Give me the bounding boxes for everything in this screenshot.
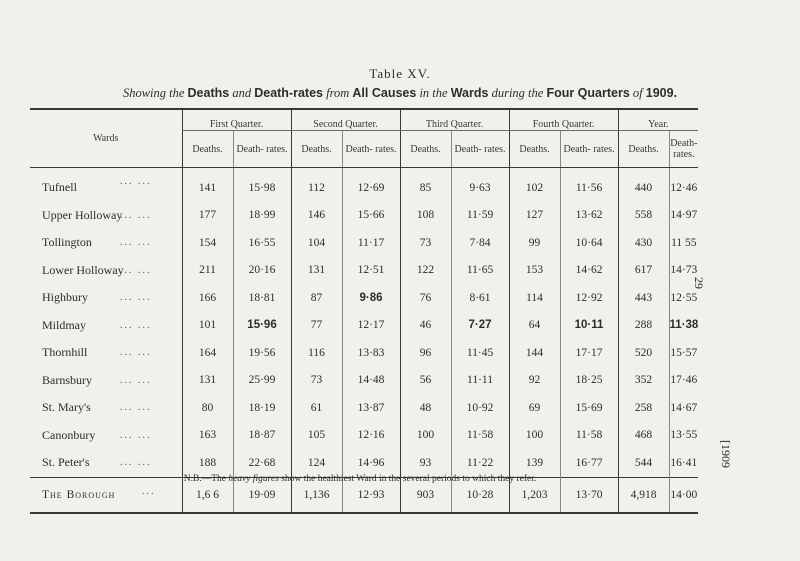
deaths-cell: 100 — [509, 422, 560, 450]
deaths-cell: 73 — [400, 229, 451, 257]
dot-leaders: ... ... — [120, 292, 152, 303]
ward-label: Highbury — [42, 290, 88, 305]
deaths-cell: 443 — [618, 284, 669, 312]
death-rate-cell: 16·77 — [560, 449, 618, 477]
death-rate-cell: 13·55 — [669, 422, 698, 450]
death-rate-cell: 11·17 — [342, 229, 400, 257]
deaths-cell: 73 — [291, 367, 342, 395]
deaths-cell: 177 — [182, 202, 233, 230]
deaths-cell: 544 — [618, 449, 669, 477]
death-rate-cell: 15·69 — [560, 394, 618, 422]
death-rate-cell: 13·87 — [342, 394, 400, 422]
death-rate-cell: 11 55 — [669, 229, 698, 257]
ward-name — [30, 257, 182, 285]
death-rate-cell: 11·22 — [451, 449, 509, 477]
table-row — [30, 394, 698, 422]
header-third-quarter: Third Quarter. — [400, 109, 509, 131]
deaths-cell: 104 — [291, 229, 342, 257]
ward-label: The Borough — [42, 488, 116, 501]
deaths-cell: 87 — [291, 284, 342, 312]
death-rate-cell: 18·19 — [233, 394, 291, 422]
death-rate-cell: 17·46 — [669, 367, 698, 395]
deaths-cell: 77 — [291, 312, 342, 340]
sub-deaths: Deaths. — [182, 131, 233, 168]
death-rate-cell: 11·58 — [560, 422, 618, 450]
deaths-cell: 166 — [182, 284, 233, 312]
death-rate-cell: 12·46 — [669, 168, 698, 202]
wards-header: Wards — [30, 109, 182, 168]
death-rate-cell: 18·99 — [233, 202, 291, 230]
deaths-cell: 1,136 — [291, 477, 342, 513]
table-row — [30, 339, 698, 367]
death-rate-cell: 15·98 — [233, 168, 291, 202]
death-rate-cell: 10·28 — [451, 477, 509, 513]
deaths-cell: 116 — [291, 339, 342, 367]
table-row — [30, 449, 698, 477]
death-rate-cell: 19·09 — [233, 477, 291, 513]
header-fourth-quarter: Fourth Quarter. — [509, 109, 618, 131]
deaths-cell: 124 — [291, 449, 342, 477]
death-rate-cell: 7·27 — [451, 312, 509, 340]
deaths-cell: 56 — [400, 367, 451, 395]
deaths-cell: 99 — [509, 229, 560, 257]
subtitle-part: from — [326, 86, 350, 100]
deaths-cell: 146 — [291, 202, 342, 230]
table-row — [30, 367, 698, 395]
ward-name — [30, 284, 182, 312]
dot-leaders: ... ... — [120, 374, 152, 386]
death-rate-cell: 7·84 — [451, 229, 509, 257]
ward-name — [30, 422, 182, 450]
deaths-cell: 108 — [400, 202, 451, 230]
death-rate-cell: 11·59 — [451, 202, 509, 230]
death-rate-cell: 14·00 — [669, 477, 698, 513]
deaths-cell: 105 — [291, 422, 342, 450]
death-rate-cell: 14·73 — [669, 257, 698, 285]
death-rate-cell: 10·64 — [560, 229, 618, 257]
death-rate-cell: 19·56 — [233, 339, 291, 367]
ward-name — [30, 168, 182, 202]
death-rate-cell: 14·96 — [342, 449, 400, 477]
death-rate-cell: 9·63 — [451, 168, 509, 202]
deaths-cell: 163 — [182, 422, 233, 450]
death-rate-cell: 10·92 — [451, 394, 509, 422]
deaths-cell: 61 — [291, 394, 342, 422]
deaths-cell: 352 — [618, 367, 669, 395]
table-caption: Table XV. — [369, 66, 431, 81]
deaths-cell: 131 — [182, 367, 233, 395]
deaths-cell: 48 — [400, 394, 451, 422]
deaths-cell: 288 — [618, 312, 669, 340]
deaths-cell: 96 — [400, 339, 451, 367]
ward-label: Mildmay — [42, 317, 86, 332]
header-year: Year. — [618, 109, 698, 131]
sub-deaths: Deaths. — [509, 131, 560, 168]
deaths-cell: 139 — [509, 449, 560, 477]
deaths-cell: 80 — [182, 394, 233, 422]
deaths-cell: 144 — [509, 339, 560, 367]
death-rate-cell: 14·97 — [669, 202, 698, 230]
death-rate-cell: 8·61 — [451, 284, 509, 312]
death-rate-cell: 14·62 — [560, 257, 618, 285]
death-rate-cell: 25·99 — [233, 367, 291, 395]
table-row — [30, 257, 698, 285]
death-rate-cell: 15·96 — [233, 312, 291, 340]
deaths-cell: 154 — [182, 229, 233, 257]
death-rate-cell: 9·86 — [342, 284, 400, 312]
death-rate-cell: 12·17 — [342, 312, 400, 340]
death-rate-cell: 11·38 — [669, 312, 698, 340]
ward-label: Tufnell — [42, 180, 77, 195]
death-rate-cell: 11·56 — [560, 168, 618, 202]
ward-label: Barnsbury — [42, 372, 92, 387]
deaths-cell: 164 — [182, 339, 233, 367]
deaths-cell: 4,918 — [618, 477, 669, 513]
sub-death-rates: Death- rates. — [233, 131, 291, 168]
deaths-cell: 100 — [400, 422, 451, 450]
deaths-cell: 211 — [182, 257, 233, 285]
footnote-part: show the healthiest Ward in the several periods to which they refer. — [281, 474, 537, 484]
header-first-quarter: First Quarter. — [182, 109, 291, 131]
deaths-cell: 1,203 — [509, 477, 560, 513]
ward-name — [30, 449, 182, 477]
deaths-cell: 127 — [509, 202, 560, 230]
deaths-cell: 903 — [400, 477, 451, 513]
deaths-cell: 430 — [618, 229, 669, 257]
death-rate-cell: 11·58 — [451, 422, 509, 450]
footnote-part: heavy figures — [228, 474, 279, 484]
deaths-cell: 617 — [618, 257, 669, 285]
death-rate-cell: 12·16 — [342, 422, 400, 450]
death-rate-cell: 16·41 — [669, 449, 698, 477]
subtitle-part: of — [632, 86, 643, 100]
deaths-cell: 92 — [509, 367, 560, 395]
death-rate-cell: 22·68 — [233, 449, 291, 477]
deaths-cell: 131 — [291, 257, 342, 285]
death-rate-cell: 14·67 — [669, 394, 698, 422]
table-row — [30, 422, 698, 450]
sub-deaths: Deaths. — [400, 131, 451, 168]
subtitle-part: Wards — [450, 86, 489, 100]
deaths-cell: 153 — [509, 257, 560, 285]
death-rate-cell: 12·92 — [560, 284, 618, 312]
death-rate-cell: 15·57 — [669, 339, 698, 367]
ward-label: Lower Holloway — [42, 262, 124, 277]
ward-label: Upper Holloway — [42, 207, 123, 222]
deaths-cell: 122 — [400, 257, 451, 285]
deaths-cell: 114 — [509, 284, 560, 312]
deaths-cell: 101 — [182, 312, 233, 340]
dot-leaders: ... — [142, 485, 156, 497]
header-second-quarter: Second Quarter. — [291, 109, 400, 131]
table-body — [30, 168, 698, 513]
sub-death-rates: Death- rates. — [342, 131, 400, 168]
page-number: 29 — [692, 277, 706, 289]
table-row — [30, 229, 698, 257]
deaths-cell: 112 — [291, 168, 342, 202]
footnote — [0, 474, 720, 484]
subtitle-part: All Causes — [352, 86, 417, 100]
death-rate-cell: 11·65 — [451, 257, 509, 285]
dot-leaders: ... ... — [120, 176, 152, 187]
deaths-cell: 141 — [182, 168, 233, 202]
death-rate-cell: 12·55 — [669, 284, 698, 312]
death-rate-cell: 12·93 — [342, 477, 400, 513]
sub-death-rates: Death- rates. — [560, 131, 618, 168]
death-rate-cell: 20·16 — [233, 257, 291, 285]
deaths-cell: 76 — [400, 284, 451, 312]
dot-leaders: ... ... — [120, 402, 152, 413]
deaths-cell: 85 — [400, 168, 451, 202]
deaths-cell: 520 — [618, 339, 669, 367]
ward-label: Canonbury — [42, 427, 96, 442]
sub-deaths: Deaths. — [291, 131, 342, 168]
death-rate-cell: 13·83 — [342, 339, 400, 367]
dot-leaders: ... ... — [120, 457, 152, 468]
deaths-cell: 64 — [509, 312, 560, 340]
death-rate-cell: 14·48 — [342, 367, 400, 395]
deaths-cell: 46 — [400, 312, 451, 340]
deaths-cell: 1,6 6 — [182, 477, 233, 513]
death-rate-cell: 12·69 — [342, 168, 400, 202]
deaths-cell: 468 — [618, 422, 669, 450]
sub-death-rates: Death- rates. — [669, 131, 698, 168]
subtitle-part: 1909. — [645, 86, 678, 100]
table-row — [30, 202, 698, 230]
page-year: [1909 — [719, 440, 733, 468]
death-rate-cell: 18·81 — [233, 284, 291, 312]
dot-leaders: ... ... — [120, 264, 152, 276]
ward-label: Thornhill — [42, 345, 88, 360]
deaths-cell: 258 — [618, 394, 669, 422]
ward-name — [30, 367, 182, 395]
table-row — [30, 284, 698, 312]
table-subtitle — [30, 86, 770, 101]
dot-leaders: ... ... — [120, 319, 152, 331]
table-row — [30, 312, 698, 340]
death-rate-cell: 10·11 — [560, 312, 618, 340]
deaths-cell: 69 — [509, 394, 560, 422]
deaths-cell: 440 — [618, 168, 669, 202]
death-rate-cell: 16·55 — [233, 229, 291, 257]
deaths-cell: 93 — [400, 449, 451, 477]
subtitle-part: Death-rates — [254, 86, 323, 100]
subtitle-part: in the — [419, 86, 448, 100]
death-rate-cell: 11·11 — [451, 367, 509, 395]
death-rate-cell: 13·70 — [560, 477, 618, 513]
subtitle-part: during the — [491, 86, 544, 100]
death-rate-cell: 11·45 — [451, 339, 509, 367]
death-rate-cell: 18·87 — [233, 422, 291, 450]
ward-name — [30, 202, 182, 230]
dot-leaders: ... ... — [120, 347, 152, 358]
death-rate-cell: 13·62 — [560, 202, 618, 230]
dot-leaders: ... ... — [120, 237, 152, 248]
ward-label: St. Mary's — [42, 400, 91, 415]
table-row — [30, 168, 698, 202]
subtitle-part: Showing the — [122, 86, 185, 100]
ward-name — [30, 394, 182, 422]
death-rates-table — [30, 108, 698, 514]
death-rate-cell: 12·51 — [342, 257, 400, 285]
death-rate-cell: 15·66 — [342, 202, 400, 230]
deaths-cell: 558 — [618, 202, 669, 230]
ward-name — [30, 339, 182, 367]
death-rate-cell: 18·25 — [560, 367, 618, 395]
ward-name — [30, 229, 182, 257]
ward-name — [30, 312, 182, 340]
subtitle-part: and — [232, 86, 252, 100]
subtitle-part: Four Quarters — [546, 86, 630, 100]
ward-label: St. Peter's — [42, 455, 90, 470]
deaths-cell: 188 — [182, 449, 233, 477]
sub-deaths: Deaths. — [618, 131, 669, 168]
ward-label: Tollington — [42, 235, 92, 250]
dot-leaders: ... ... — [120, 429, 152, 441]
deaths-cell: 102 — [509, 168, 560, 202]
death-rate-cell: 17·17 — [560, 339, 618, 367]
footnote-part: N.B.—The — [183, 474, 226, 484]
sub-death-rates: Death- rates. — [451, 131, 509, 168]
dot-leaders: ... ... — [120, 209, 152, 221]
subtitle-part: Deaths — [187, 86, 230, 100]
